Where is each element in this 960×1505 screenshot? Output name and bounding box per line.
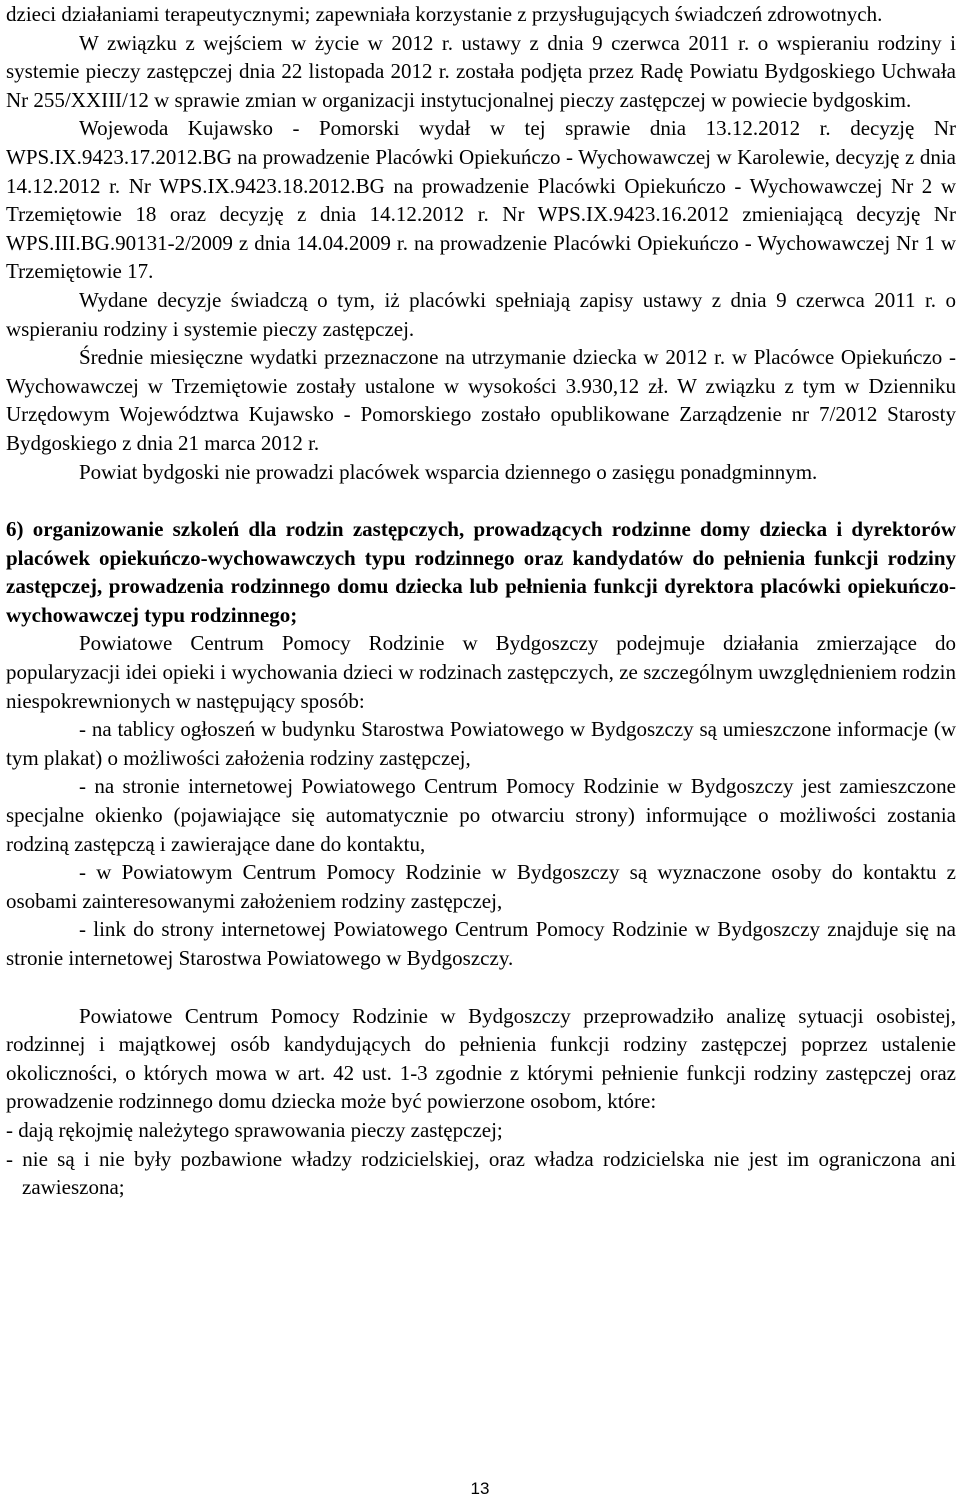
list-item: - w Powiatowym Centrum Pomocy Rodzinie w Bydgoszczy są wyznaczone osoby do kontaktu z osobami zainteresowanymi założeniem rodziny zastępczej, — [6, 860, 956, 913]
intro-continuation: dzieci działaniami terapeutycznymi; zapewniała korzystanie z przysługujących świadczeń zdrowotnych. — [6, 2, 883, 26]
paragraph-gap — [6, 973, 956, 1002]
condition-item: - nie są i nie były pozbawione władzy rodzicielskiej, oraz władza rodzicielska nie jest im ograniczona ani zawieszona; — [6, 1146, 956, 1200]
page-number: 13 — [470, 1479, 490, 1498]
condition-item: - dają rękojmię należytego sprawowania pieczy zastępczej; — [6, 1117, 503, 1142]
paragraph-voivode-decisions: Wojewoda Kujawsko - Pomorski wydał w tej sprawie dnia 13.12.2012 r. decyzję Nr WPS.IX.9423.17.2012.BG na prowadzenie Placówki Opiekuńczo - Wychowawczej w Karolewie, decyzję z dnia 14.12.2012 r. Nr WPS.IX.9423.18.2012.BG na prowadzenie Placówki Opiekuńczo - Wychowawczej Nr 2 w Trzemiętowie 18 oraz decyzję z dnia 14.12.2012 r. Nr WPS.IX.9423.16.2012 zmieniającą decyzję Nr WPS.III.BG.90131-2/2009 z dnia 14.04.2009 r. na prowadzenie Placówki Opiekuńczo - Wychowawczej Nr 1 w Trzemiętowie 17. — [6, 116, 956, 284]
list-item: - na tablicy ogłoszeń w budynku Starostwa Powiatowego w Bydgoszczy są umieszczone informacje (w tym plakat) o możliwości założenia rodziny zastępczej, — [6, 717, 956, 770]
section-heading: 6) organizowanie szkoleń dla rodzin zastępczych, prowadzących rodzinne domy dziecka i dyrektorów placówek opiekuńczo-wychowawczych typu rodzinnego oraz kandydatów do pełnienia funkcji rodziny zastępczej, prowadzenia rodzinnego domu dziecka lub pełnienia funkcji dyrektora placówki opiekuńczo-wychowawczej typu rodzinnego; — [6, 517, 956, 627]
document-page — [6, 0, 956, 1202]
paragraph-decisions-compliance: Wydane decyzje świadczą o tym, iż placówki spełniają zapisy ustawy z dnia 9 czerwca 2011 r. o wspieraniu rodziny i systemie pieczy zastępczej. — [6, 287, 956, 341]
paragraph-resolution: W związku z wejściem w życie w 2012 r. ustawy z dnia 9 czerwca 2011 r. o wspieraniu rodziny i systemie pieczy zastępczej dnia 22 listopada 2012 r. została podjęta przez Radę Powiatu Bydgoskiego Uchwała Nr 255/XXIII/12 w sprawie zmian w organizacji instytucjonalnej pieczy zastępczej w powiecie bydgoskim. — [6, 30, 956, 112]
list-item: - na stronie internetowej Powiatowego Centrum Pomocy Rodzinie w Bydgoszczy jest zamieszczone specjalne okienko (pojawiające się automatycznie po otwarciu strony) informujące o możliwości zostania rodziną zastępczą i zawierające dane do kontaktu, — [6, 774, 956, 856]
paragraph-popularization: Powiatowe Centrum Pomocy Rodzinie w Bydgoszczy podejmuje działania zmierzające do popularyzacji idei opieki i wychowania dzieci w rodzinach zastępczych, ze szczególnym uwzględnieniem rodzin niespokrewnionych w następujący sposób: — [6, 631, 956, 713]
list-item: - link do strony internetowej Powiatowego Centrum Pomocy Rodzinie w Bydgoszczy znajduje się na stronie internetowej Starostwa Powiatowego w Bydgoszczy. — [6, 917, 956, 970]
paragraph-candidate-analysis: Powiatowe Centrum Pomocy Rodzinie w Bydgoszczy przeprowadziło analizę sytuacji osobistej, rodzinnej i majątkowej osób kandydujących do pełnienia funkcji rodziny zastępczej poprzez ustalenie okoliczności, o których mowa w art. 42 ust. 1-3 zgodnie z którymi pełnienie funkcji rodziny zastępczej oraz prowadzenie rodzinnego domu dziecka może być powierzone osobom, które: — [6, 1003, 956, 1114]
paragraph-day-support: Powiat bydgoski nie prowadzi placówek wsparcia dziennego o zasięgu ponadgminnym. — [79, 459, 818, 484]
paragraph-monthly-costs: Średnie miesięczne wydatki przeznaczone na utrzymanie dziecka w 2012 r. w Placówce Opiekuńczo - Wychowawczej w Trzemiętowie zostały ustalone w wysokości 3.930,12 zł. W związku z tym w Dzienniku Urzędowym Województwa Kujawsko - Pomorskiego zostało opublikowane Zarządzenie nr 7/2012 Starosty Bydgoskiego z dnia 21 marca 2012 r. — [6, 345, 956, 455]
